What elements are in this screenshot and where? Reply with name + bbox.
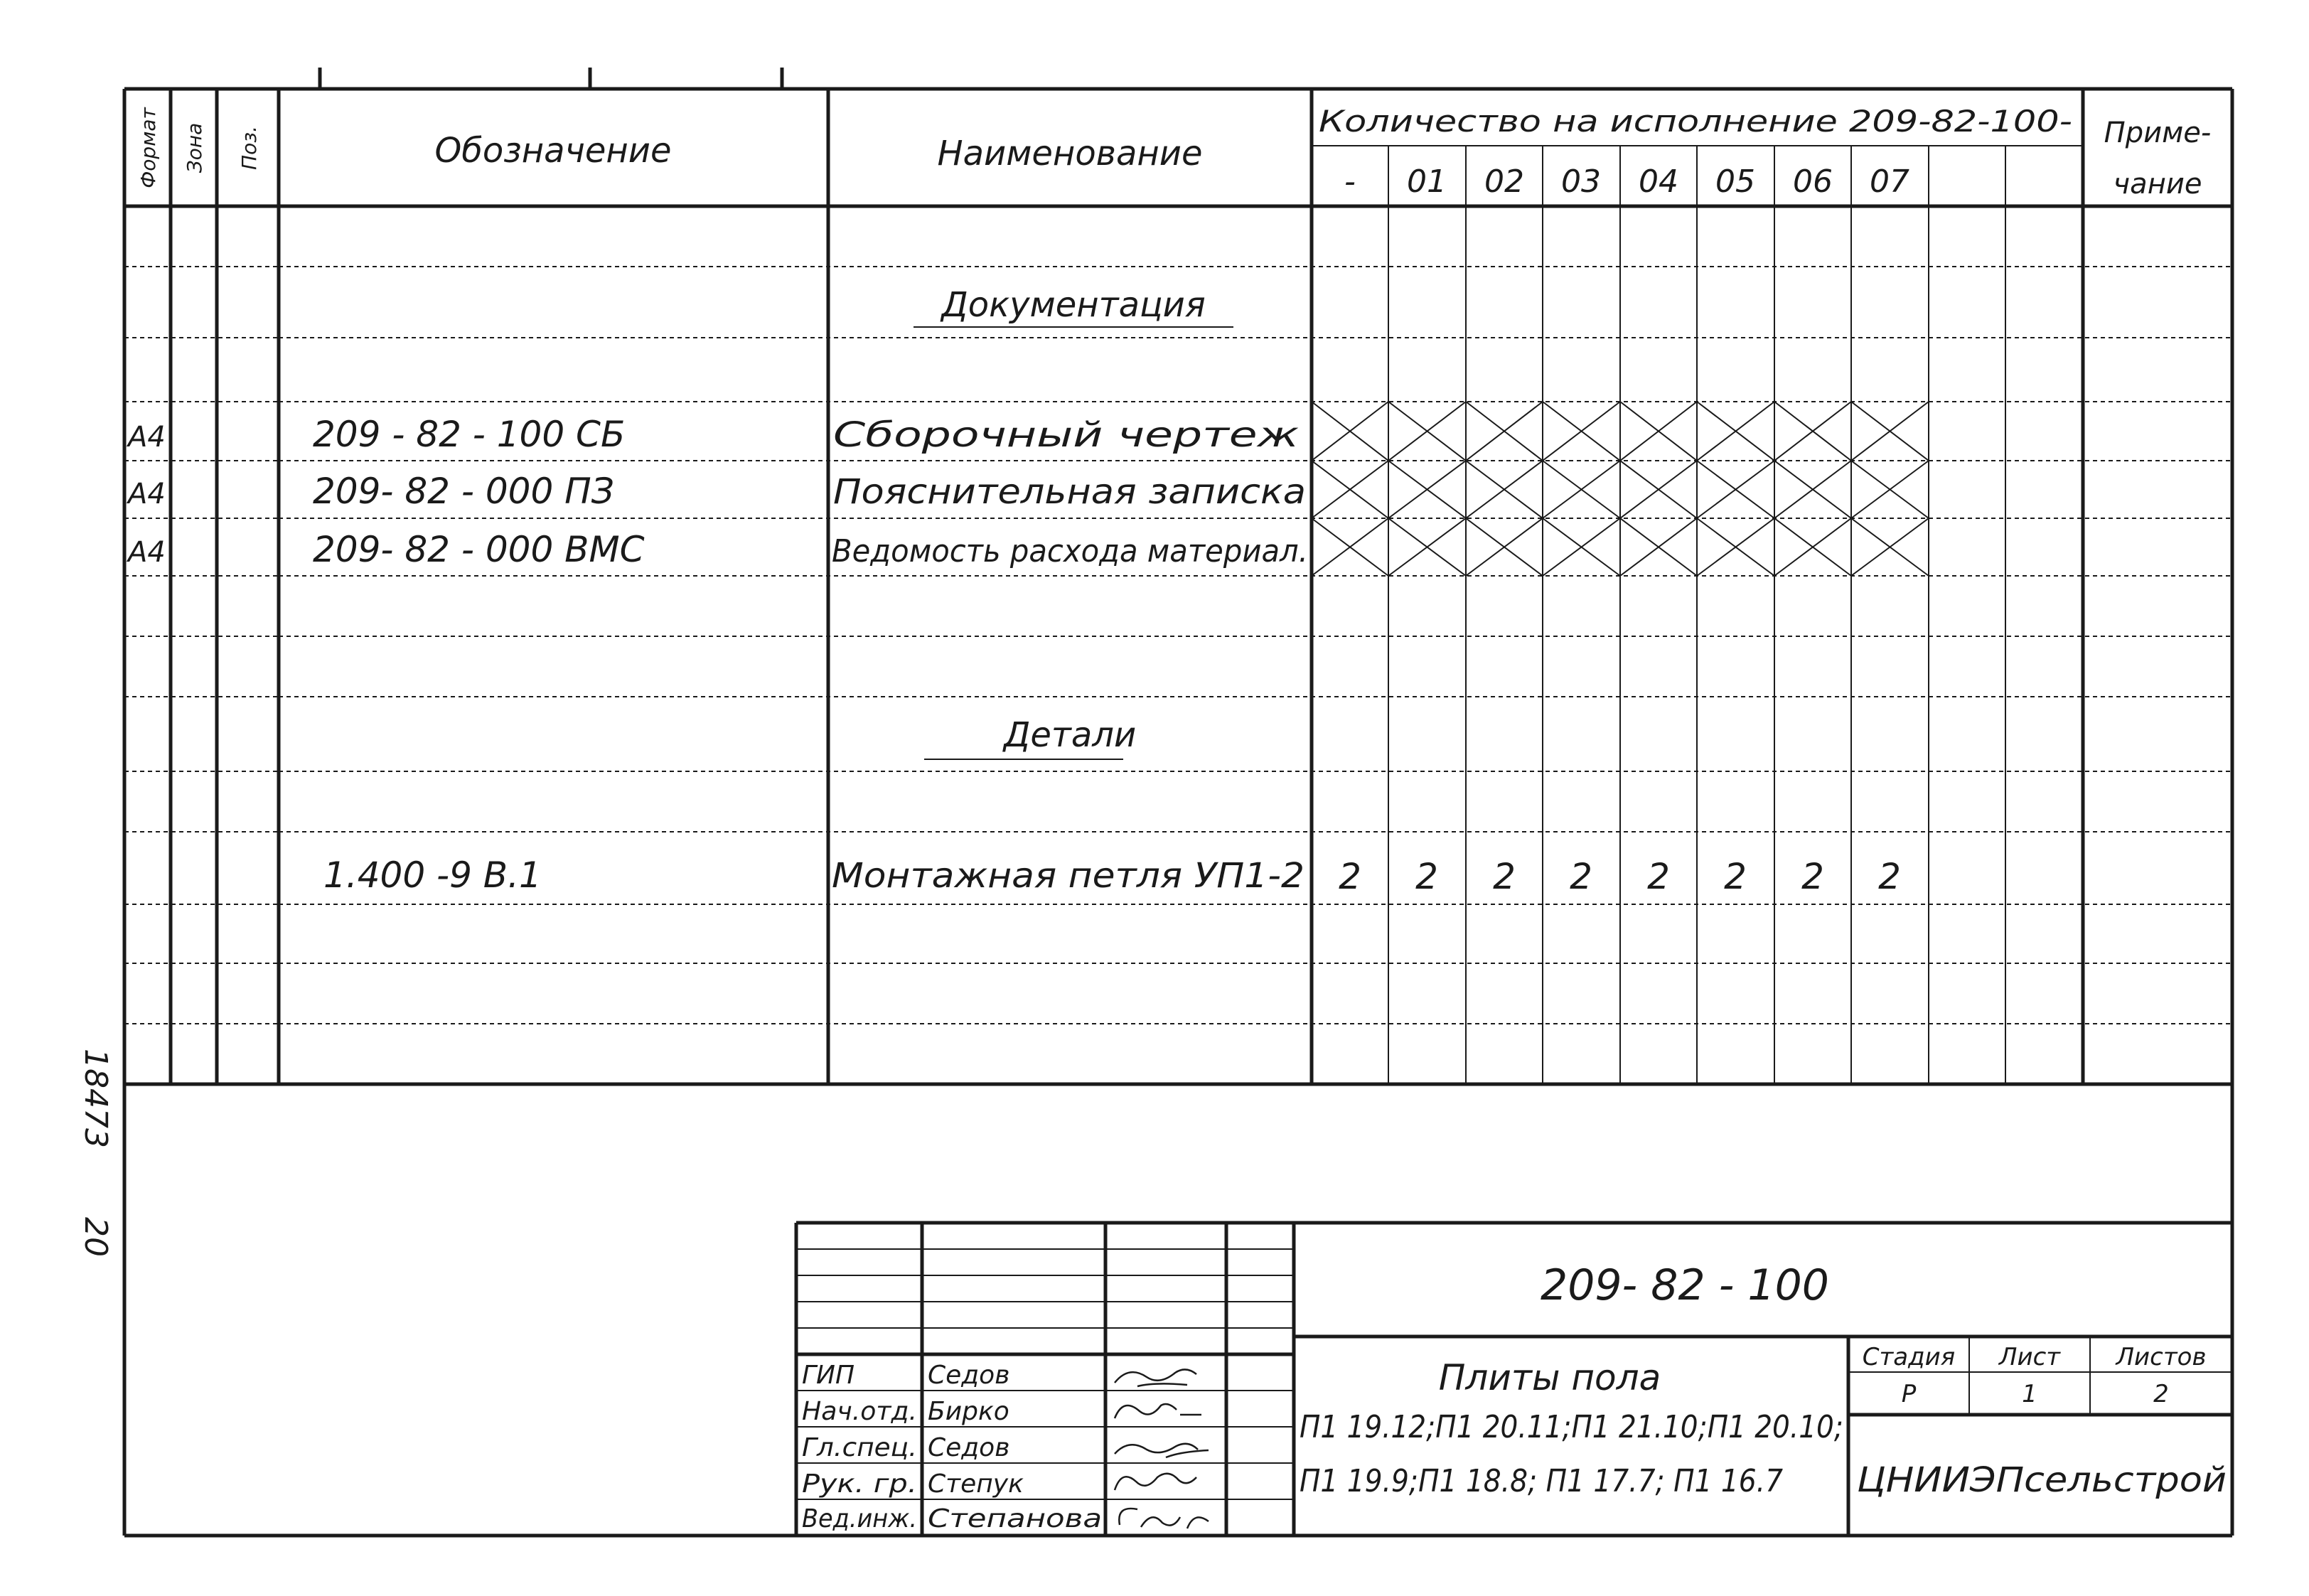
signature-role: ГИП: [802, 1361, 855, 1390]
handwritten-signature: [1115, 1444, 1209, 1457]
list-item: [323, 855, 1901, 897]
sheet-label: Лист: [1998, 1343, 2061, 1371]
list-item: [126, 471, 1306, 512]
header-pos: Поз.: [237, 126, 261, 170]
part-qty: 2: [1339, 856, 1361, 897]
stage-label: Стадия: [1862, 1343, 1956, 1371]
doc-format: А4: [128, 536, 166, 569]
handwritten-signature: [1115, 1474, 1196, 1490]
list-item: [126, 414, 1299, 455]
header-name: Наименование: [937, 134, 1203, 173]
signature-row: [802, 1469, 1196, 1499]
signature-name: Седов: [928, 1361, 1010, 1390]
signature-row: [802, 1504, 1209, 1533]
stage-value: Р: [1901, 1380, 1917, 1408]
header-quantity-title: Количество на исполнение 209-82-100-: [1319, 104, 2072, 139]
signature-row: [802, 1397, 1201, 1426]
doc-designation: 209- 82 - 000 ВМС: [313, 529, 645, 570]
part-qty: 2: [1724, 856, 1747, 897]
documents-list: [126, 414, 1308, 570]
document-code: 209- 82 - 100: [1541, 1260, 1829, 1310]
doc-format: А4: [128, 478, 166, 510]
sheets-value: 2: [2153, 1380, 2169, 1408]
part-name: Монтажная петля УП1-2: [832, 856, 1304, 896]
part-qty: 2: [1493, 856, 1516, 897]
part-designation: 1.400 -9 В.1: [323, 855, 542, 896]
doc-designation: 209 - 82 - 100 СБ: [313, 414, 626, 455]
title-block: [796, 1223, 2232, 1536]
qty-col-label: 01: [1407, 164, 1447, 200]
doc-designation: 209- 82 - 000 ПЗ: [313, 471, 614, 512]
qty-col-label: 05: [1715, 164, 1755, 200]
header-note-line1: Приме-: [2104, 117, 2212, 149]
margin-number: 18473: [77, 1049, 114, 1148]
signature-name: Седов: [928, 1433, 1010, 1462]
doc-name: Сборочный чертеж: [833, 415, 1299, 455]
part-qty: 2: [1415, 856, 1438, 897]
table-header: [136, 104, 2211, 200]
doc-name: Пояснительная записка: [833, 472, 1306, 512]
qty-col-label: -: [1344, 164, 1356, 200]
part-qty: 2: [1570, 856, 1592, 897]
header-format: Формат: [136, 107, 160, 188]
signature-row: [802, 1433, 1209, 1462]
section-headings: [914, 285, 1233, 759]
header-note-line2: чание: [2113, 168, 2202, 200]
title-line1: Плиты пола: [1438, 1357, 1661, 1398]
qty-col-label: 03: [1561, 164, 1601, 200]
part-qty: 2: [1878, 856, 1901, 897]
qty-col-label: 04: [1639, 164, 1678, 200]
handwritten-signature: [1119, 1509, 1209, 1528]
signature-role: Нач.отд.: [802, 1397, 917, 1426]
list-item: [126, 529, 1308, 570]
title-line2: П1 19.12;П1 20.11;П1 21.10;П1 20.10;: [1300, 1409, 1843, 1445]
sheet-value: 1: [2022, 1380, 2037, 1408]
handwritten-signature: [1115, 1369, 1196, 1386]
qty-col-label: 07: [1870, 164, 1909, 200]
parts-list: [323, 855, 1901, 897]
handwritten-signature: [1115, 1404, 1201, 1418]
part-qty: 2: [1801, 856, 1824, 897]
section-details: Детали: [1003, 715, 1137, 755]
quantity-column-labels: [1344, 164, 1909, 200]
header-designation: Обозначение: [434, 131, 672, 171]
margin-notes: [77, 1049, 114, 1257]
part-qty: 2: [1647, 856, 1670, 897]
doc-format: А4: [128, 421, 166, 454]
signature-role: Вед.инж.: [802, 1504, 917, 1533]
sheets-label: Листов: [2116, 1343, 2207, 1371]
margin-code: 20: [77, 1217, 114, 1257]
title-line3: П1 19.9;П1 18.8; П1 17.7; П1 16.7: [1300, 1463, 1783, 1499]
organization: ЦНИИЭПсельстрой: [1857, 1460, 2227, 1500]
spec-table-grid: [124, 89, 2232, 1084]
header-zone: Зона: [183, 122, 206, 173]
qty-col-label: 06: [1793, 164, 1833, 200]
signature-name: Степук: [928, 1469, 1024, 1499]
signature-role: Гл.спец.: [802, 1433, 917, 1462]
qty-col-label: 02: [1484, 164, 1524, 200]
signature-row: [802, 1361, 1196, 1390]
signature-role: Рук. гр.: [802, 1469, 917, 1499]
section-documentation: Документация: [941, 285, 1206, 325]
signature-name: Степанова: [928, 1504, 1102, 1533]
signature-name: Бирко: [928, 1397, 1009, 1426]
doc-name: Ведомость расхода материал.: [832, 533, 1308, 569]
